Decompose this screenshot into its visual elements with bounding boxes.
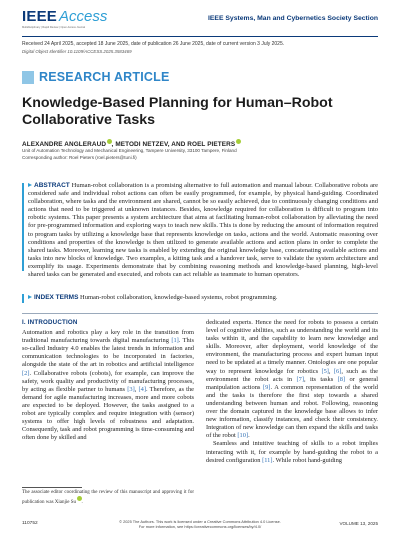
section-heading: I. INTRODUCTION bbox=[22, 319, 78, 326]
body-text: . While robot hand-guiding bbox=[272, 456, 342, 464]
abstract-section bbox=[22, 182, 379, 279]
body-text: , such as the environment the robot acts in bbox=[206, 367, 378, 383]
body-text: or general manipulation actions bbox=[206, 375, 378, 391]
citation-link[interactable]: [11] bbox=[262, 456, 273, 464]
logo-ieee-text: IEEE bbox=[22, 8, 57, 25]
body-text: . Therefore, as the demand for agile manufacturing increases, more and more cobots are expected to be deployed. However, the tasks assigned to a robot are typically complex and require integration with (sensor) systems to offer high levels of robustness and adaptation. Consequently, task and robot programming is time-consuming and often done by skilled and bbox=[22, 385, 194, 442]
index-terms-accent-bar bbox=[22, 294, 24, 303]
body-text: . This so-called Industry 4.0 enables the latest trends in information and communication technologies to be incorporated in factories, alongside the state of the art in robotics and artificial intelligence bbox=[22, 337, 194, 369]
header-divider bbox=[22, 36, 378, 37]
license-line[interactable]: © 2025 The Authors. This work is licensed under a Creative Commons Attribution 4.0 License. bbox=[119, 519, 281, 524]
author-name[interactable]: METODI NETZEV, AND ROEL PIETERS bbox=[115, 141, 236, 148]
orcid-icon[interactable] bbox=[77, 496, 82, 501]
article-type-block-icon bbox=[22, 71, 34, 84]
doi-line[interactable]: Digital Object Identifier 10.1109/ACCESS.2025.3583469 bbox=[22, 49, 132, 54]
article-type-banner bbox=[22, 70, 170, 84]
citation-link[interactable]: [9] bbox=[262, 383, 271, 391]
volume-label: VOLUME 13, 2025 bbox=[339, 521, 378, 526]
body-text: , bbox=[328, 367, 334, 375]
body-text: Automation and robotics play a key role in the transition from traditional manufacturing towards digital manufacturing bbox=[22, 329, 194, 345]
license-link[interactable]: For more information, see https://creativecommons.org/licenses/by/4.0/ bbox=[138, 524, 262, 529]
body-text: dedicated experts. Hence the need for robots to possess a certain level of cognitive abilities, such as understanding the world and its tasks within it, and the capability to learn new knowledge and skills. Moreover, after deployment, world knowledge of the environment, the manufacturing process and expert human input need to be updated at a timely manner. Ontologies are one popular way to represent knowledge for robotics bbox=[206, 319, 378, 375]
body-text: , its tasks bbox=[303, 375, 338, 383]
author-affiliation: Unit of Automation Technology and Mechanical Engineering, Tampere University, 33100 Tampere, Finland bbox=[22, 148, 237, 153]
body-text: . Collaborative robots (cobots), for example, can improve the safety, work quality and productivity of manufacturing processes, by acting as flexible partner to humans bbox=[22, 369, 194, 393]
article-type-label: RESEARCH ARTICLE bbox=[39, 70, 170, 84]
orcid-icon[interactable] bbox=[236, 139, 241, 144]
citation-link[interactable]: [5] bbox=[321, 367, 329, 375]
abstract-text: Human-robot collaboration is a promising alternative to full automation and manual labour. Collaborative robots are considered safe and individual robot actions can often be easily programmed, for example, by physical hand-guiding. Coordinated collaboration, where tasks and the environment are shared, cannot be so easily achieved, due to continuously changing conditions and actions that need to be triggered at unknown instances. Besides, knowledge required for collaboration is difficult to program into robotic systems. This paper presents a system architecture that aims at facilitating human-robot collaboration by alleviating the need for pre-programmed information and exploring ways to teach new skills. This is done by reducing the amount of information required to program tasks by utilizing a knowledge base that represents knowledge on tasks, actions and the world. Automatic reasoning over conditions and properties of the knowledge is then utilized to generate available actions and action plans in order to complete the shared tasks. Moreover, learning new tasks is enabled by extending the original knowledge base, concatenating available actions and tasks into new blocks of knowledge. Two examples, a kitting task and a handover task, serve to validate the system architecture and exemplify its usage. Experiments demonstrate that by combining reasoning methods and knowledge-based planning, high-level shared tasks can be generated and executed, and robots can act reliable as teammate to human operators. bbox=[28, 182, 379, 279]
editor-footnote: The associate editor coordinating the review of this manuscript and approving it for publication was Xianjie Su . bbox=[22, 490, 194, 506]
orcid-icon[interactable] bbox=[107, 139, 112, 144]
page-number: 110752 bbox=[22, 521, 38, 526]
triangle-bullet-icon bbox=[28, 183, 32, 187]
citation-link[interactable]: [1] bbox=[171, 337, 179, 345]
logo-tagline: Multidisciplinary | Rapid Review | Open Access Journal bbox=[22, 26, 86, 29]
author-list: ALEXANDRE ANGLERAUD , METODI NETZEV, AND ROEL PIETERS bbox=[22, 139, 241, 148]
journal-header bbox=[22, 8, 378, 34]
citation-link[interactable]: [10] bbox=[237, 432, 249, 440]
body-text: , bbox=[134, 385, 139, 393]
body-column-right bbox=[206, 319, 378, 465]
body-paragraph bbox=[206, 319, 378, 440]
body-text: . bbox=[248, 432, 250, 440]
article-title: Knowledge-Based Planning for Human–Robot Collaborative Tasks bbox=[22, 95, 333, 128]
abstract-accent-bar bbox=[22, 183, 24, 271]
citation-link[interactable]: [2] bbox=[22, 369, 30, 377]
abstract-body bbox=[28, 182, 378, 279]
corresponding-author: Corresponding author: Roel Pieters (roel.pieters@tuni.fi) bbox=[22, 155, 137, 160]
triangle-bullet-icon bbox=[28, 295, 32, 299]
citation-link[interactable]: [4] bbox=[138, 385, 146, 393]
body-text: Seamless and intuitive teaching of skills to a robot implies interacting with it, for example by hand-guiding the robot to a desired configuration bbox=[206, 440, 378, 464]
index-terms-body bbox=[28, 294, 378, 302]
journal-logo[interactable] bbox=[22, 8, 107, 25]
body-paragraph bbox=[22, 329, 194, 442]
page-footer bbox=[22, 519, 378, 535]
section-divider bbox=[22, 313, 378, 314]
citation-link[interactable]: [7] bbox=[296, 375, 304, 383]
publication-dates: Received 24 April 2025, accepted 18 June 2025, date of publication 26 June 2025, date of current version 3 July 2025. bbox=[22, 41, 285, 47]
index-terms-text: Human-robot collaboration, knowledge-based systems, robot programming. bbox=[80, 294, 278, 301]
footnote-divider bbox=[22, 487, 82, 488]
index-terms-label: INDEX TERMS bbox=[34, 294, 79, 301]
author-name[interactable]: ALEXANDRE ANGLERAUD bbox=[22, 141, 107, 148]
journal-section-name: IEEE Systems, Man and Cybernetics Society Section bbox=[208, 15, 378, 22]
abstract-label: ABSTRACT bbox=[34, 182, 70, 189]
body-column-left bbox=[22, 319, 194, 442]
logo-access-text: Access bbox=[58, 8, 108, 25]
body-paragraph bbox=[206, 440, 378, 464]
citation-link[interactable]: [6] bbox=[333, 367, 342, 375]
citation-link[interactable]: [3] bbox=[127, 385, 135, 393]
license-notice bbox=[82, 519, 318, 529]
body-text: . A common representation of the world and the tasks is therefore the first step towards a shared understanding between human and robot. Following, reasoning over the domain captured in the knowledge base allows to infer new information, classify instances, and check their consistency. Integration of new knowledge can then expand the skills and tasks of the robot bbox=[206, 383, 378, 440]
footnote-text: The associate editor coordinating the review of this manuscript and approving it for publication was Xianjie Su bbox=[22, 490, 194, 506]
citation-link[interactable]: [8] bbox=[337, 375, 346, 383]
